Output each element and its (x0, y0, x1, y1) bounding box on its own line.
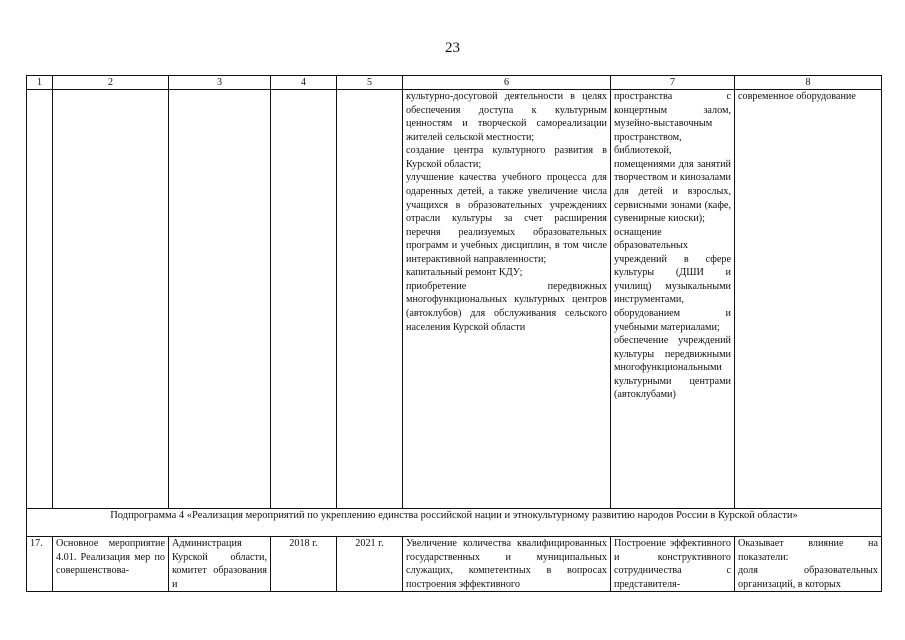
column-number: 4 (271, 76, 337, 90)
end-year-cell: 2021 г. (337, 537, 403, 592)
cell-paragraph: создание центра культурного развития в Курской области; (406, 145, 607, 170)
executor-cell: Администрация Курской области, комитет образования и (169, 537, 271, 592)
cell-paragraph: улучшение качества учебного процесса для одаренных детей, а также увеличение числа учащихся в образовательных учреждениях отрасли культуры за счет расширения перечня реализуемых образовательных программ и учебных дисциплин, в том числе интерактивной направленности; (406, 172, 607, 265)
cell-paragraph: обеспечение учреждений культуры передвижными многофункциональными культурными центрами (автоклубами) (614, 335, 731, 401)
program-measures-table (26, 75, 882, 592)
start-year-cell (271, 90, 337, 509)
cell-paragraph: культурно-досуговой деятельности в целях обеспечения доступа к культурным ценностям и творческой самореализации жителей сельской местности; (406, 91, 607, 143)
expected-result-cell (403, 90, 611, 509)
expected-result-cell: Увеличение количества квалифицированных государственных и муниципальных служащих, компетентных в вопросах построения эффективного (403, 537, 611, 592)
column-number: 1 (27, 76, 53, 90)
cell-paragraph: приобретение передвижных многофункциональных культурных центров (автоклубов) для обслуживания сельского населения Курской области (406, 280, 607, 333)
implementation-cell (611, 90, 735, 509)
measure-name-cell: Основное мероприятие 4.01. Реализация мер по совершенствова- (53, 537, 169, 592)
table-row-continued (27, 90, 882, 509)
column-number-row (27, 76, 882, 90)
indicator-link-cell: современное оборудование (735, 90, 882, 509)
cell-paragraph: оснащение образовательных учреждений в сфере культуры (ДШИ и училищ) музыкальными инструментами, оборудованием и учебными материалами; (614, 226, 731, 333)
implementation-cell: Построение эффективного и конструктивного сотрудничества с представителя- (611, 537, 735, 592)
executor-cell (169, 90, 271, 509)
subprogram-title: Подпрограмма 4 «Реализация мероприятий по укреплению единства российской нации и этнокультурному развитию народов России в Курской области» (27, 509, 882, 537)
column-number: 6 (403, 76, 611, 90)
column-number: 2 (53, 76, 169, 90)
cell-paragraph: Оказывает влияние на показатели: (738, 538, 878, 563)
column-number: 3 (169, 76, 271, 90)
column-number: 7 (611, 76, 735, 90)
end-year-cell (337, 90, 403, 509)
row-number-cell: 17. (27, 537, 53, 592)
indicator-link-cell (735, 537, 882, 592)
cell-paragraph: пространства с концертным залом, музейно-выставочным пространством, библиотекой, помещениями для занятий творчеством и кинозалами для детей и взрослых, сервисными зонами (кафе, сувенирные киоски); (614, 91, 731, 225)
row-number-cell (27, 90, 53, 509)
column-number: 8 (735, 76, 882, 90)
cell-paragraph: капитальный ремонт КДУ; (406, 267, 523, 279)
page-number: 23 (445, 40, 460, 56)
table-row (27, 537, 882, 592)
subprogram-row (27, 509, 882, 537)
cell-paragraph: доля образовательных организаций, в которых (738, 565, 878, 590)
start-year-cell: 2018 г. (271, 537, 337, 592)
column-number: 5 (337, 76, 403, 90)
measure-name-cell (53, 90, 169, 509)
